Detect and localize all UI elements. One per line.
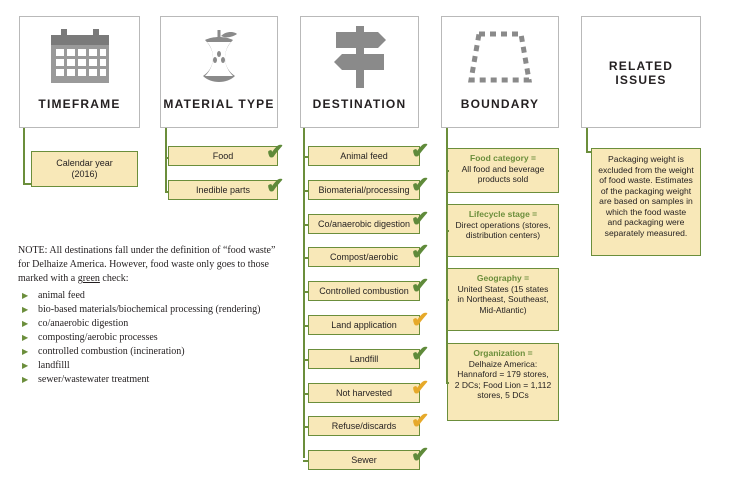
destination-item (308, 416, 420, 436)
destination-item-label: Biomaterial/processing (318, 184, 410, 195)
note-list-item-text: controlled combustion (incineration) (38, 346, 185, 357)
note-list-item-text: landfilll (38, 360, 70, 371)
note-list-item-text: co/anaerobic digestion (38, 318, 129, 329)
triangle-bullet-icon: ▶ (22, 361, 29, 370)
signpost-icon (301, 27, 418, 87)
note-intro-end: check: (102, 273, 129, 284)
material-item (168, 180, 278, 200)
note-list-item (18, 289, 280, 303)
triangle-bullet-icon: ▶ (22, 319, 29, 328)
related-issues-box: Packaging weight is excluded from the weight of food waste. Estimates of the packaging weight are based on samples in which the food waste and packaging were separately measured. (591, 148, 701, 256)
destination-item (308, 315, 420, 335)
destination-item-label: Land application (331, 319, 397, 330)
note-list-item (18, 317, 280, 331)
destination-item (308, 450, 420, 470)
destination-item-label: Not harvested (335, 387, 393, 398)
destination-item (308, 180, 420, 200)
destination-item (308, 383, 420, 403)
related-issues-card (581, 16, 701, 128)
note-green-word: green (77, 273, 100, 284)
yellow-check-icon: ✔ (411, 307, 430, 332)
boundary-title: BOUNDARY (460, 97, 540, 111)
destination-title: DESTINATION (312, 97, 407, 111)
timeframe-title: TIMEFRAME (38, 97, 121, 111)
green-check-icon: ✔ (411, 138, 430, 163)
green-check-icon: ✔ (411, 239, 430, 264)
green-check-icon: ✔ (411, 341, 430, 366)
note-list-item (18, 373, 280, 387)
timeframe-box: Calendar year (2016) (31, 151, 138, 187)
apple-core-icon (161, 27, 277, 87)
green-check-icon: ✔ (411, 172, 430, 197)
note-list-item (18, 303, 280, 317)
destination-item-label: Sewer (351, 454, 377, 465)
destination-item-label: Co/anaerobic digestion (317, 218, 411, 229)
destination-item (308, 349, 420, 369)
note-list-item-text: animal feed (38, 290, 85, 301)
boundary-lifecycle-stage: Lifecycle stage = Direct operations (stores, distribution centers) (447, 204, 559, 257)
destination-item (308, 281, 420, 301)
note-list-item-text: sewer/wastewater treatment (38, 374, 150, 385)
material-type-card (160, 16, 278, 128)
triangle-bullet-icon: ▶ (22, 375, 29, 384)
destination-item (308, 146, 420, 166)
note-list-item (18, 359, 280, 373)
note-list-item (18, 331, 280, 345)
destination-item (308, 247, 420, 267)
note-list-item-text: bio-based materials/biochemical processing (rendering) (38, 304, 261, 315)
dashed-boundary-icon (442, 27, 558, 87)
green-check-icon: ✔ (411, 273, 430, 298)
triangle-bullet-icon: ▶ (22, 347, 29, 356)
green-check-icon: ✔ (411, 206, 430, 231)
destination-card (300, 16, 419, 128)
note-list (18, 289, 280, 387)
destination-item-label: Animal feed (340, 150, 388, 161)
boundary-food-category: Food category = All food and beverage products sold (447, 148, 559, 193)
triangle-bullet-icon: ▶ (22, 333, 29, 342)
timeframe-card (19, 16, 140, 128)
green-check-icon: ✔ (266, 139, 285, 164)
boundary-geography: Geography = United States (15 states in Northeast, Southeast, Mid-Atlantic) (447, 268, 559, 331)
calendar-icon (20, 27, 139, 87)
boundary-card (441, 16, 559, 128)
note-intro: NOTE: All destinations fall under the definition of “food waste” for Delhaize America. However, food waste only goes to those marked with a (18, 245, 276, 284)
related-issues-title: RELATED ISSUES (608, 59, 674, 87)
destination-item-label: Compost/aerobic (329, 251, 399, 262)
material-item-label: Food (212, 150, 234, 161)
boundary-organization: Organization = Delhaize America: Hannaford = 179 stores, 2 DCs; Food Lion = 1,112 stores, 5 DCs (447, 343, 559, 421)
note-list-item (18, 345, 280, 359)
triangle-bullet-icon: ▶ (22, 305, 29, 314)
destination-item-label: Landfill (349, 353, 379, 364)
destination-item (308, 214, 420, 234)
note-block (18, 244, 280, 387)
green-check-icon: ✔ (411, 442, 430, 467)
yellow-check-icon: ✔ (411, 375, 430, 400)
green-check-icon: ✔ (266, 173, 285, 198)
yellow-check-icon: ✔ (411, 408, 430, 433)
material-item (168, 146, 278, 166)
note-list-item-text: composting/aerobic processes (38, 332, 158, 343)
triangle-bullet-icon: ▶ (22, 291, 29, 300)
destination-item-label: Controlled combustion (319, 285, 409, 296)
material-item-label: Inedible parts (195, 184, 251, 195)
destination-item-label: Refuse/discards (331, 420, 397, 431)
material-type-title: MATERIAL TYPE (163, 97, 275, 111)
